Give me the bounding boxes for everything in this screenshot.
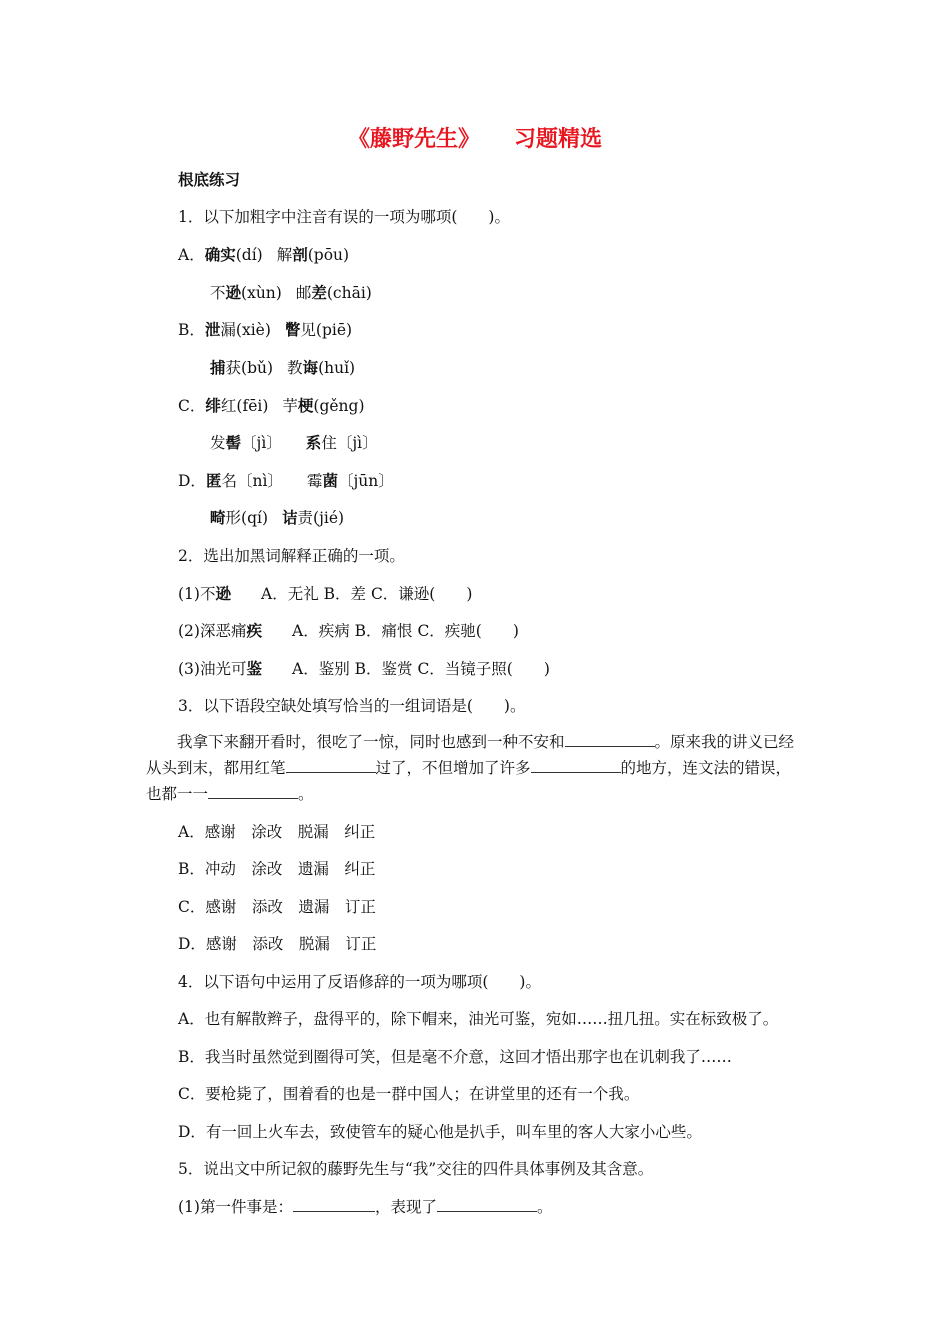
fill-blank-3[interactable] bbox=[531, 758, 621, 773]
q1-option-a-line2: 不逊(xùn) 邮差(chāi) bbox=[210, 284, 372, 302]
fill-blank-5[interactable] bbox=[293, 1197, 375, 1212]
q3-option-c: C．感谢 添改 遗漏 订正 bbox=[178, 898, 376, 916]
q3-stem: 3．以下语段空缺处填写恰当的一组词语是( )。 bbox=[178, 697, 526, 715]
fill-blank-6[interactable] bbox=[437, 1197, 537, 1212]
q1-stem: 1．以下加粗字中注音有误的一项为哪项( )。 bbox=[178, 208, 510, 226]
q4-option-d: D．有一回上火车去，致使管车的疑心他是扒手，叫车里的客人大家小心些。 bbox=[178, 1123, 702, 1141]
q3-option-b: B．冲动 涂改 遗漏 纠正 bbox=[178, 860, 376, 878]
q1-option-d-line1: D．匿名〔nì〕 霉菌〔jūn〕 bbox=[178, 472, 394, 490]
q4-option-c: C．要枪毙了，围着看的也是一群中国人；在讲堂里的还有一个我。 bbox=[178, 1085, 640, 1103]
title-book-name: 《藤野先生》 bbox=[347, 127, 480, 152]
fill-blank-4[interactable] bbox=[208, 784, 298, 799]
q1-option-b-line2: 捕获(bǔ) 教诲(huǐ) bbox=[210, 359, 356, 377]
q3-passage: 我拿下来翻开看时，很吃了一惊，同时也感到一种不安和 。原来我的讲义已经从头到末，都用红笔 过了，不但增加了许多 的地方，连文法的错误，也都一一 。 bbox=[146, 733, 795, 803]
q1-option-c-line1: C．绯红(fēi) 芋梗(gěng) bbox=[178, 397, 365, 415]
q2-stem: 2．选出加黑词解释正确的一项。 bbox=[178, 547, 405, 565]
q4-option-b: B．我当时虽然觉到圈得可笑，但是毫不介意，这回才悟出那字也在讥刺我了…… bbox=[178, 1048, 732, 1066]
q4-stem: 4．以下语句中运用了反语修辞的一项为哪项( )。 bbox=[178, 973, 541, 991]
q5-stem: 5．说出文中所记叙的藤野先生与“我”交往的四件具体事例及其含意。 bbox=[178, 1160, 654, 1178]
fill-blank-2[interactable] bbox=[286, 758, 376, 773]
q2-item-2: (2)深恶痛疾 A．疾病 B．痛恨 C．疾驰( ) bbox=[178, 622, 519, 640]
page-title bbox=[0, 122, 950, 153]
q2-item-1: (1)不逊 A．无礼 B．差 C．谦逊( ) bbox=[178, 585, 473, 603]
q1-option-b-line1: B．泄漏(xiè) 瞥见(piē) bbox=[178, 321, 353, 339]
q3-option-d: D．感谢 添改 脱漏 订正 bbox=[178, 935, 377, 953]
q4-option-a: A．也有解散辫子，盘得平的，除下帽来，油光可鉴，宛如……扭几扭。实在标致极了。 bbox=[178, 1010, 779, 1028]
q3-option-a: A．感谢 涂改 脱漏 纠正 bbox=[178, 823, 376, 841]
q1-option-d-line2: 畸形(qí) 诘责(jié) bbox=[210, 509, 345, 527]
fill-blank-1[interactable] bbox=[565, 732, 655, 747]
q2-item-3: (3)油光可鉴 A．鉴别 B．鉴赏 C．当镜子照( ) bbox=[178, 660, 550, 678]
q5-item-1: (1)第一件事是： ，表现了 。 bbox=[178, 1198, 553, 1216]
section-heading: 根底练习 bbox=[178, 171, 241, 189]
q1-option-a-line1: A．确实(dí) 解剖(pōu) bbox=[178, 246, 350, 264]
title-subtitle: 习题精选 bbox=[514, 127, 603, 152]
q1-option-c-line2: 发髻〔jì〕 系住〔jì〕 bbox=[210, 434, 378, 452]
